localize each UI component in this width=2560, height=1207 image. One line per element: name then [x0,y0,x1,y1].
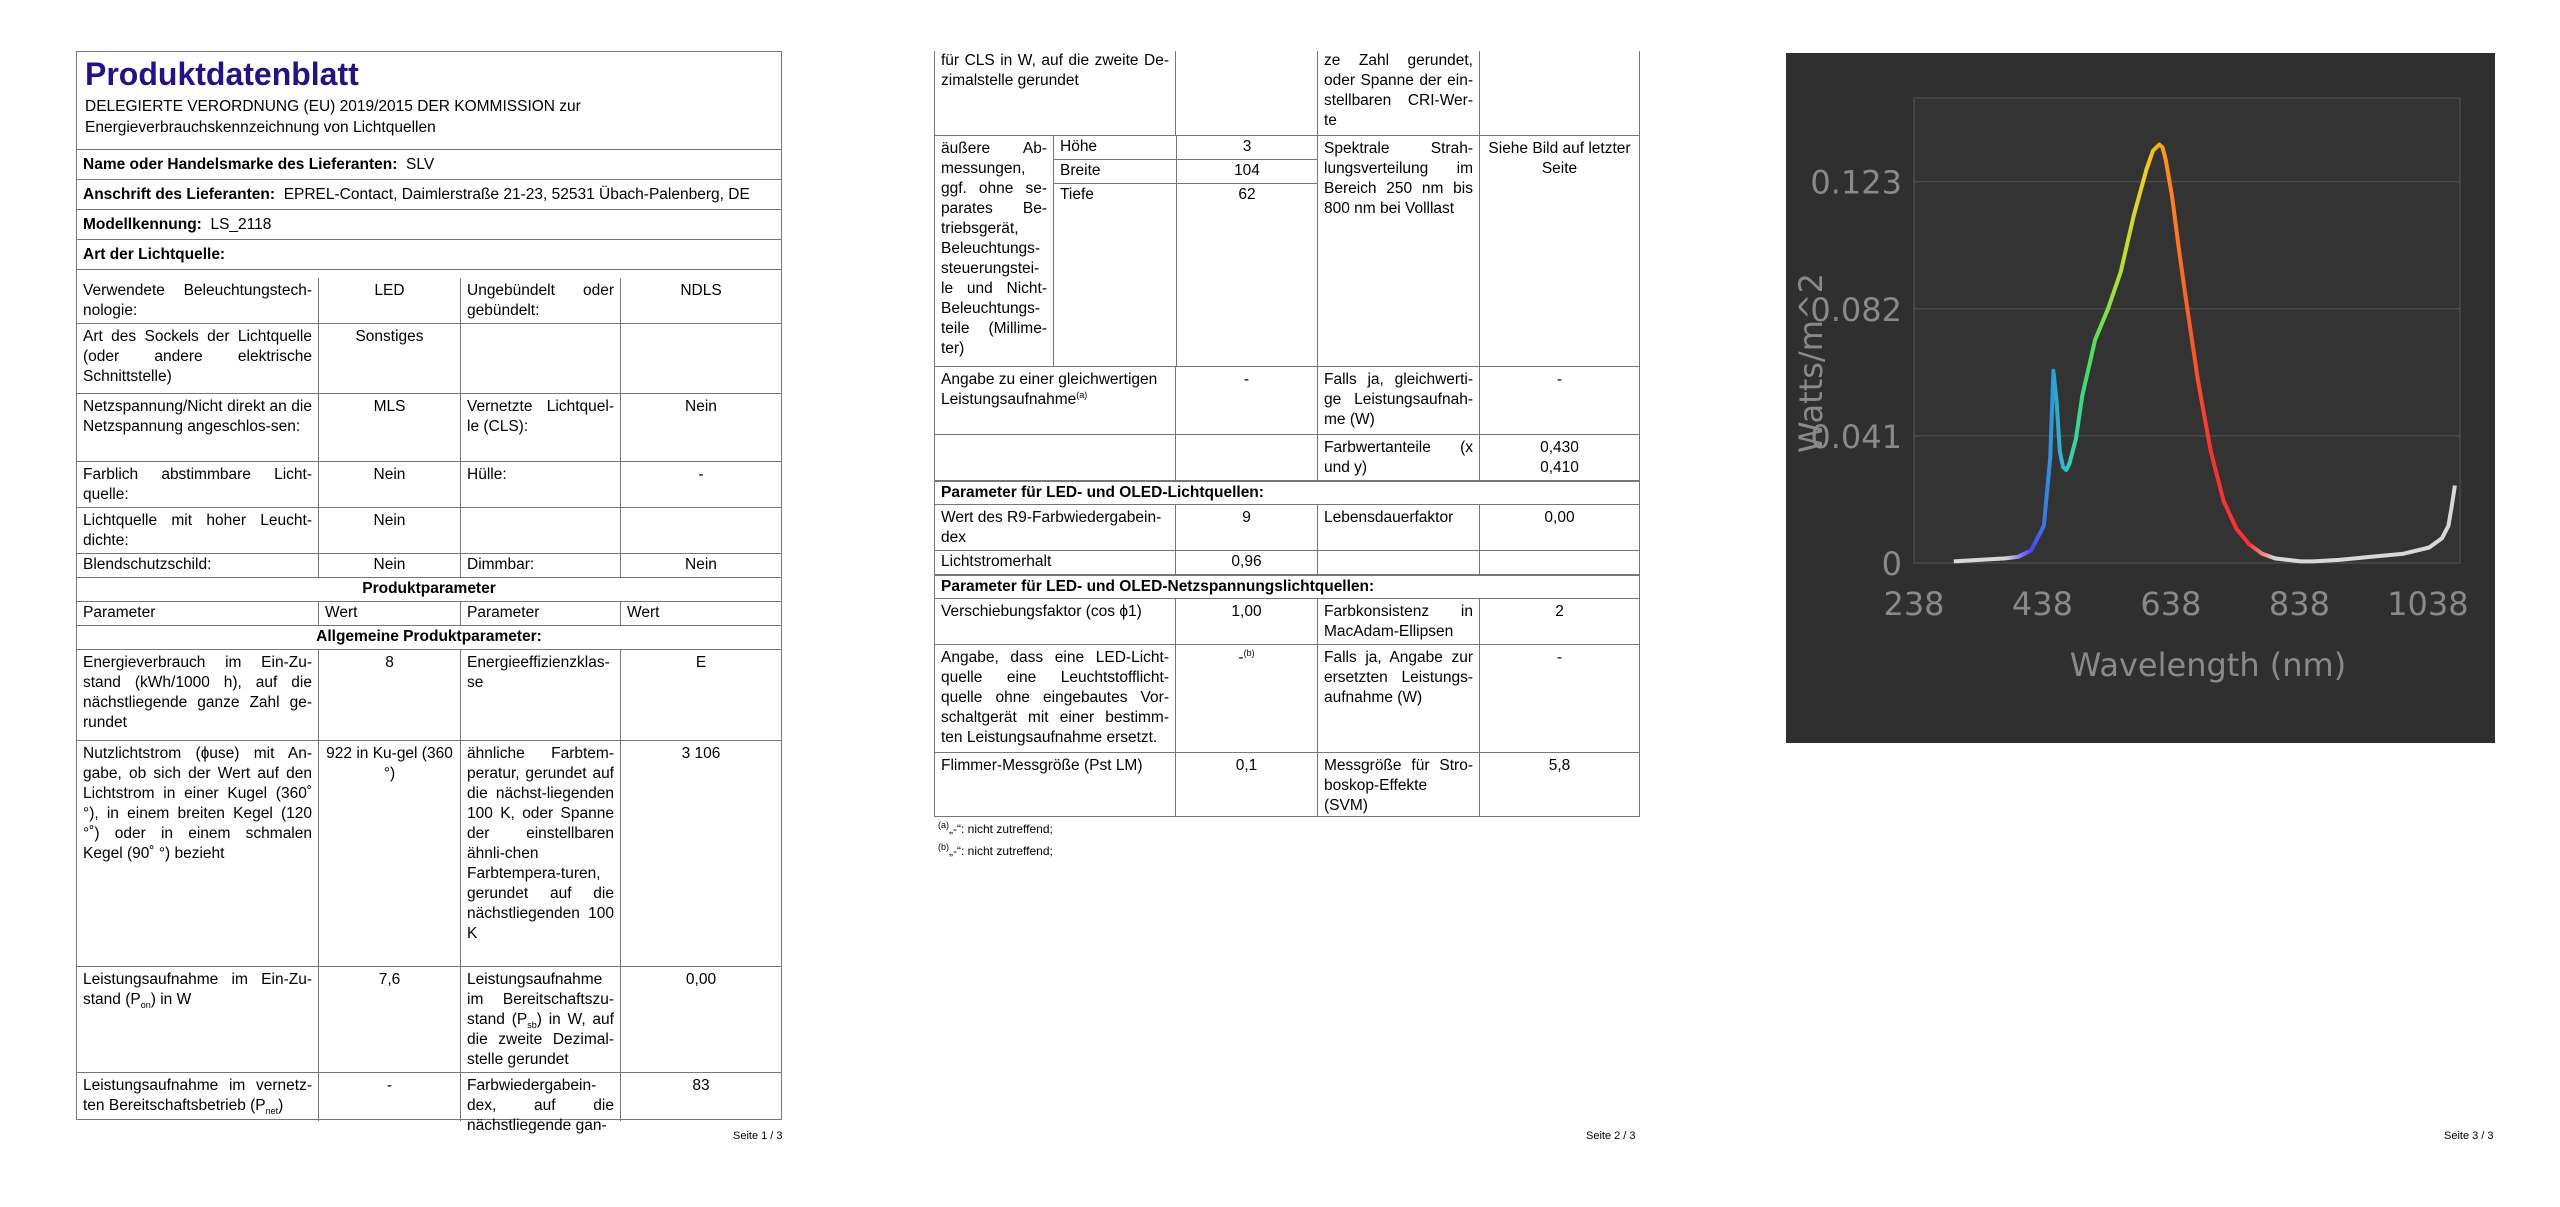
x-tick-label: 838 [2268,585,2330,623]
general-params-header: Allgemeine Produktparameter: [316,628,542,645]
continued-label: für CLS in W, auf die zweite De-zimalstelle gerundet [941,52,1169,89]
property-value: MLS [318,394,460,461]
networked-standby-value: - [318,1073,460,1121]
column-header-row [77,602,781,626]
height-label: Höhe [1060,138,1098,155]
networked-standby-row [77,1073,781,1134]
y-tick-label: 0.123 [1810,163,1902,202]
datasheet-table-page-1 [76,51,782,1134]
model-value: LS_2118 [210,216,272,233]
equivalent-power-label: Angabe zu einer gleichwertigen Leistungsaufnahme$^{(a)}$ [941,371,1158,408]
model-label: Modellkennung: [83,216,202,233]
chromaticity-label: Farbwertanteile (x und y) [1317,435,1479,480]
r9-label: Wert des R9-Farbwiedergabein-dex [941,509,1162,546]
plot-area [1914,98,2460,563]
y-tick-label: 0 [1881,545,1902,583]
property-value [620,508,781,553]
depth-value: 62 [1176,184,1317,366]
spectral-distribution-value: Siehe Bild auf letzter Seite [1479,136,1639,366]
property-label: Netzspannung/Nicht direkt an die Netzspannung angeschlos-sen: [83,398,312,435]
displacement-factor-label: Verschiebungsfaktor (cos ϕ1) [941,603,1142,620]
mains-params-header: Parameter für LED- und OLED-Netzspannungslichtquellen: [941,578,1375,595]
macadam-value: 2 [1479,599,1639,644]
height-row [1053,136,1317,160]
column-header-parameter: Parameter [83,604,156,621]
empty-cell [1479,551,1639,574]
cct-value: 3 106 [620,741,781,966]
luminous-flux-label: Nutzlichtstrom (ɸuse) mit An-gabe, ob sich der Wert auf den Lichtstrom in einer Kugel (360˚ °), in einem breiten Kegel (120 °˚) oder in einem schmalen Kegel (90˚ °) bezieht [83,745,312,862]
energy-consumption-value: 8 [318,650,460,740]
property-value: Sonstiges [318,324,460,393]
document-title: Produktdatenblatt [85,56,359,92]
footnote-b: $^{(b)}$„-“: nicht zutreffend; [938,842,1053,858]
replacement-value: -$^{(b)}$ [1175,645,1317,752]
flicker-row [935,753,1639,817]
empty-cell [1479,51,1639,135]
supplier-address-row [77,180,781,210]
property-label [460,508,620,553]
spectrum-chart [1786,53,2495,743]
survival-factor-value: 0,00 [1479,505,1639,550]
model-row [77,210,781,240]
energy-consumption-row [77,650,781,741]
property-value: - [620,462,781,507]
property-value [620,324,781,393]
x-axis-label: Wavelength (nm) [2069,646,2347,684]
property-row [77,462,781,508]
replaced-power-label: Falls ja, Angabe zur ersetzten Leistungs-aufnahme (W) [1317,645,1479,752]
networked-standby-label: Leistungsaufnahme im vernetz-ten Bereitschaftsbetrieb $(P_{net})$ [83,1077,312,1117]
replacement-row [935,645,1639,753]
equivalent-power-w-label: Falls ja, gleichwerti-ge Leistungsaufnah-me (W) [1317,367,1479,434]
property-label: Art des Sockels der Lichtquelle (oder andere elektrische Schnittstelle) [83,328,312,385]
r9-row [935,505,1639,551]
cri-value: 83 [620,1073,781,1121]
displacement-factor-value: 1,00 [1175,599,1317,644]
power-on-value: 7,6 [318,967,460,1072]
empty-cell [935,435,1175,480]
energy-consumption-label: Energieverbrauch im Ein-Zu-stand (kWh/1000 h), auf die nächstliegende ganze Zahl ge-rundet [83,654,312,731]
page-3 [1706,0,2560,1207]
footnote-a: $^{(a)}$„-“: nicht zutreffend; [938,820,1053,836]
flicker-value: 0,1 [1175,753,1317,817]
empty-cell [1175,435,1317,480]
property-label: Hülle: [460,462,620,507]
property-row [77,508,781,554]
property-label: Farblich abstimmbare Licht-quelle: [83,466,312,503]
depth-label: Tiefe [1060,186,1094,203]
survival-factor-label: Lebensdauerfaktor [1317,505,1479,550]
property-value: LED [318,278,460,323]
property-label: Dimmbar: [460,554,620,577]
equivalent-power-value: - [1175,367,1317,434]
continued-label: ze Zahl gerundet, oder Spanne der ein-stellbaren CRI-Wer-te [1317,51,1479,135]
page-number: Seite 3 / 3 [2444,1130,2494,1142]
datasheet-table-page-2 [934,51,1640,817]
property-value: Nein [318,508,460,553]
property-row [77,278,781,324]
property-value: Nein [620,554,781,577]
replaced-power-value: - [1479,645,1639,752]
energy-class-label: Energieeffizienzklas-se [460,650,620,740]
chromaticity-row [935,435,1639,481]
column-header-parameter: Parameter [460,602,620,625]
lumen-maintenance-label: Lichtstromerhalt [941,553,1052,570]
supplier-name-value: SLV [406,156,435,173]
light-source-type-row [77,240,781,270]
cct-label: ähnliche Farbtem-peratur, gerundet auf die nächst-liegenden 100 K, oder Spanne der einstellbaren ähnli-chen Farbtempera-turen, gerundet auf die nächstliegenden 100 K [460,741,620,966]
spectral-distribution-label: Spektrale Strah-lungsverteilung im Bereich 250 nm bis 800 nm bei Volllast [1317,136,1479,366]
equivalent-power-w-value: - [1479,367,1639,434]
property-label [460,324,620,393]
regulation-text: DELEGIERTE VERORDNUNG (EU) 2019/2015 DER KOMMISSION zur Energieverbrauchskennzeichnung von Lichtquellen [85,98,581,136]
general-params-header-row [77,626,781,650]
page-1 [0,0,853,1207]
lumen-maintenance-value: 0,96 [1175,551,1317,574]
product-params-header-row [77,578,781,602]
x-tick-label: 238 [1883,585,1945,623]
y-tick-label: 0.082 [1810,290,1902,329]
energy-class-value: E [620,650,781,740]
luminous-flux-value: 922 in Ku-gel (360 °) [318,741,460,966]
property-value: Nein [318,554,460,577]
r9-value: 9 [1175,505,1317,550]
empty-cell [1175,51,1317,135]
led-params-header: Parameter für LED- und OLED-Lichtquellen: [941,484,1264,501]
property-value: Nein [318,462,460,507]
spectrum-chart-svg [1786,53,2495,743]
led-params-header-row [935,481,1639,505]
standby-power-label: Leistungsaufnahme im Bereitschaftszu-stand $(P_{sb})$ in W, auf die zweite Dezimal-stelle gerundet [460,967,620,1072]
svm-value: 5,8 [1479,753,1639,817]
property-row [77,554,781,578]
x-tick-label: 638 [2140,585,2202,623]
dimensions-row [935,136,1639,367]
power-on-row [77,967,781,1073]
address-label: Anschrift des Lieferanten: [83,186,276,203]
light-source-type-label: Art der Lichtquelle: [83,246,226,263]
column-header-value: Wert [318,602,460,625]
page-2 [853,0,1706,1207]
replacement-label: Angabe, dass eine LED-Licht-quelle eine Leuchtstofflicht-quelle ohne eingebautes Vor-schaltgerät mit einer bestimm-ten Leistungsaufnahme ersetzt. [941,649,1169,746]
product-params-header: Produktparameter [362,580,496,597]
page-number: Seite 1 / 3 [733,1130,783,1142]
property-row [77,324,781,394]
supplier-name-label: Name oder Handelsmarke des Lieferanten: [83,156,398,173]
mains-params-header-row [935,575,1639,599]
x-tick-label: 1038 [2387,585,2469,623]
displacement-row [935,599,1639,645]
address-value: EPREL-Contact, Daimlerstraße 21-23, 52531 Übach-Palenberg, DE [283,186,750,203]
chromaticity-value: 0,430 0,410 [1479,435,1639,480]
svm-label: Messgröße für Stro-boskop-Effekte (SVM) [1317,753,1479,817]
depth-row [1053,184,1317,366]
continued-row [935,51,1639,136]
property-value: NDLS [620,278,781,323]
property-label: Verwendete Beleuchtungstech-nologie: [83,282,312,319]
width-label: Breite [1060,162,1101,179]
x-tick-label: 438 [2011,585,2074,623]
equivalent-power-row [935,367,1639,435]
height-value: 3 [1176,136,1317,159]
property-label: Vernetzte Lichtquel-le (CLS): [460,394,620,461]
property-row [77,394,781,462]
lumen-maintenance-row [935,551,1639,575]
flicker-label: Flimmer-Messgröße (Pst LM) [941,757,1143,774]
macadam-label: Farbkonsistenz in MacAdam-Ellipsen [1317,599,1479,644]
y-axis-label: Watts/m^2 [1792,272,1830,454]
header-block [77,52,781,150]
empty-cell [1317,551,1479,574]
width-value: 104 [1176,160,1317,183]
property-label: Blendschutzschild: [83,556,212,573]
standby-power-value: 0,00 [620,967,781,1072]
page-number: Seite 2 / 3 [1586,1130,1636,1142]
luminous-flux-row [77,741,781,967]
property-label: Ungebündelt oder gebündelt: [460,278,620,323]
width-row [1053,160,1317,184]
property-value: Nein [620,394,781,461]
dimensions-label: äußere Ab-messungen, ggf. ohne se-parates Be-triebsgerät, Beleuchtungs-steuerungstei-le und Nicht-Beleuchtungs-teile (Millime-ter) [941,140,1047,357]
power-on-label: Leistungsaufnahme im Ein-Zu-stand $(P_{on})$ in W [83,971,312,1011]
column-header-value: Wert [620,602,781,625]
supplier-name-row [77,150,781,180]
cri-label: Farbwiedergabein-dex, auf die nächstliegende gan- [460,1073,620,1121]
y-tick-label: 0.041 [1810,417,1902,456]
property-label: Lichtquelle mit hoher Leucht-dichte: [83,512,312,549]
